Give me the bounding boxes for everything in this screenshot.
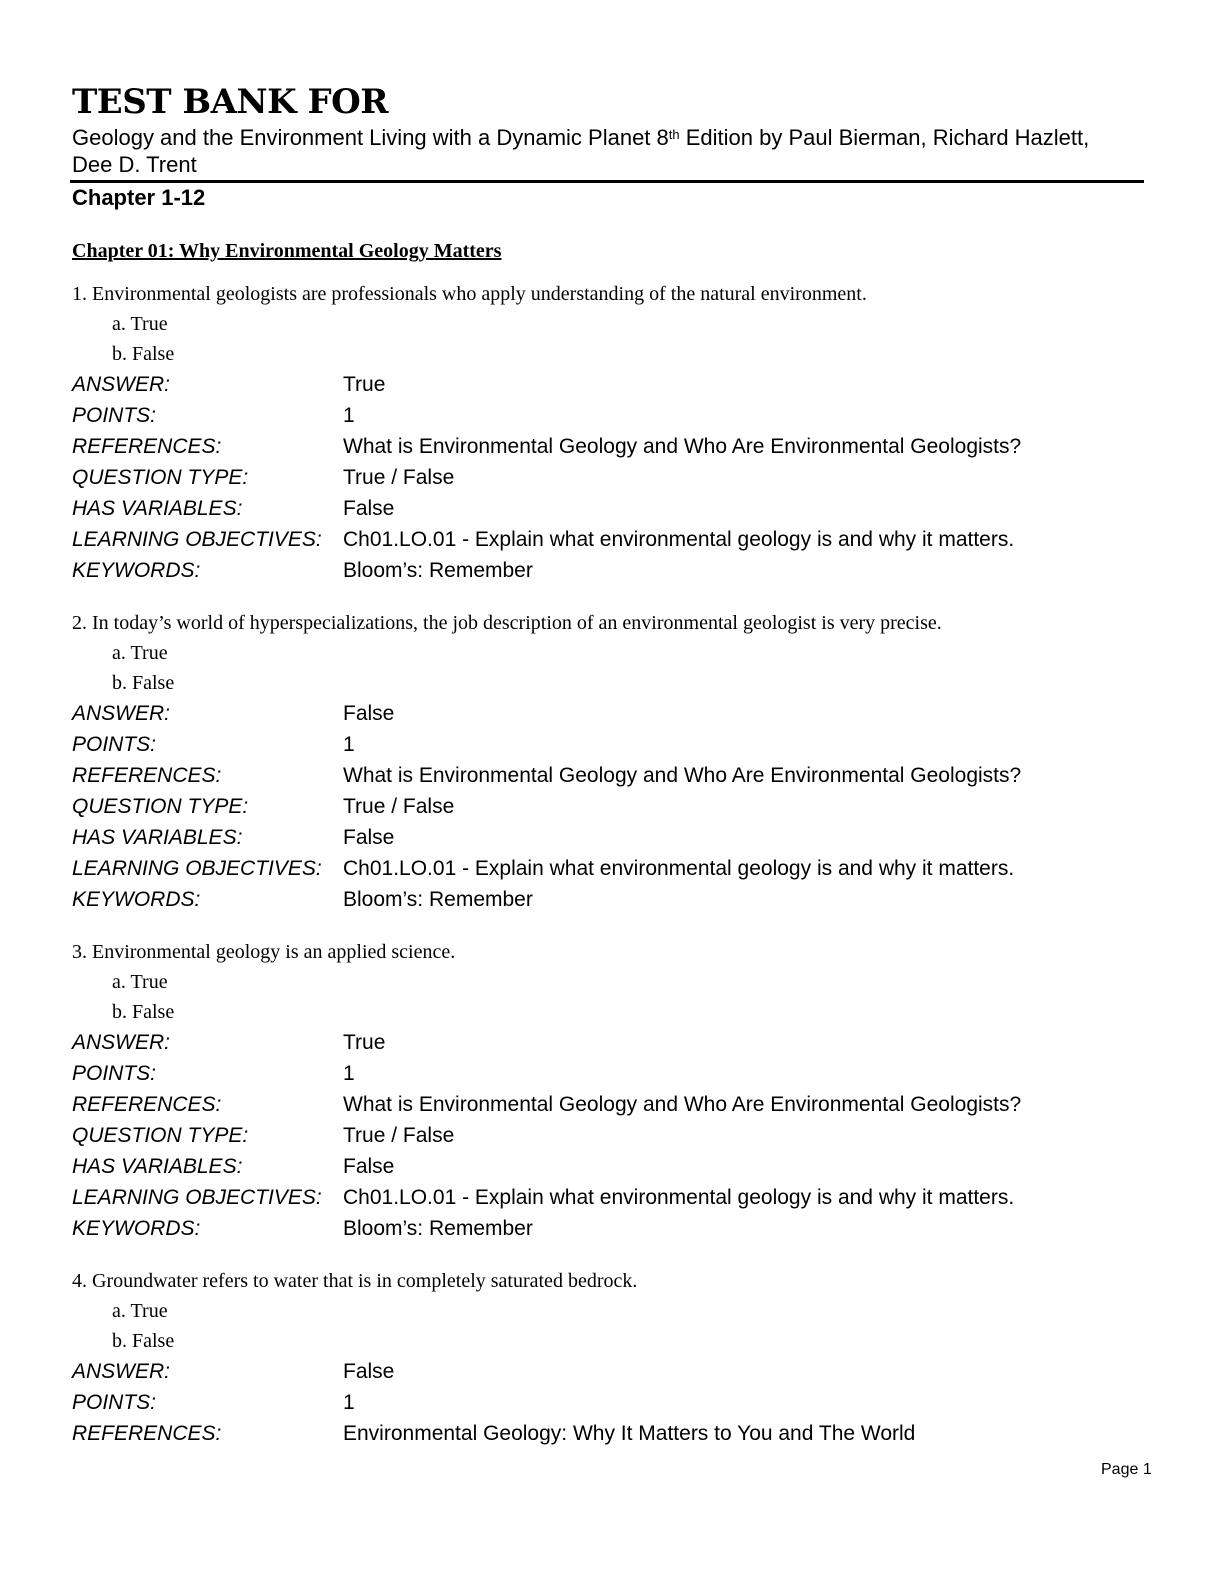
references-value: What is Environmental Geology and Who Are Environmental Geologists? [343, 1093, 1022, 1116]
references-value: Environmental Geology: Why It Matters to You and The World [343, 1422, 916, 1445]
references-row [72, 760, 1152, 791]
learning-objectives-value: Ch01.LO.01 - Explain what environmental geology is and why it matters. [343, 528, 1015, 551]
answer-row [72, 1027, 1152, 1058]
points-label: POINTS: [72, 1062, 157, 1085]
learning-objectives-value: Ch01.LO.01 - Explain what environmental geology is and why it matters. [343, 857, 1015, 880]
has-variables-row [72, 1151, 1152, 1182]
points-value: 1 [343, 404, 355, 427]
answer-value: True [343, 1031, 386, 1054]
keywords-label: KEYWORDS: [72, 1217, 201, 1240]
answer-option: a. True [112, 313, 168, 335]
question-type-value: True / False [343, 466, 455, 489]
question-type-label: QUESTION TYPE: [72, 1124, 249, 1147]
question-type-label: QUESTION TYPE: [72, 466, 249, 489]
points-row [72, 1387, 1152, 1418]
keywords-value: Bloom’s: Remember [343, 1217, 533, 1240]
question-stem: 4. Groundwater refers to water that is in completely saturated bedrock. [72, 1270, 638, 1292]
question-stem: 1. Environmental geologists are professionals who apply understanding of the natural environment. [72, 283, 867, 305]
has-variables-label: HAS VARIABLES: [72, 497, 243, 520]
points-row [72, 400, 1152, 431]
answer-label: ANSWER: [72, 373, 171, 396]
references-label: REFERENCES: [72, 764, 222, 787]
keywords-label: KEYWORDS: [72, 888, 201, 911]
question-block [72, 1266, 1152, 1449]
question-type-value: True / False [343, 795, 455, 818]
points-value: 1 [343, 733, 355, 756]
document-title: TEST BANK FOR [72, 82, 389, 122]
keywords-value: Bloom’s: Remember [343, 559, 533, 582]
question-block [72, 608, 1152, 915]
answer-option: b. False [112, 1330, 175, 1352]
points-label: POINTS: [72, 733, 157, 756]
answer-label: ANSWER: [72, 1031, 171, 1054]
subtitle-text: Geology and the Environment Living with a Dynamic Planet 8 [72, 125, 669, 150]
keywords-label: KEYWORDS: [72, 559, 201, 582]
has-variables-label: HAS VARIABLES: [72, 826, 243, 849]
answer-label: ANSWER: [72, 702, 171, 725]
learning-objectives-row [72, 853, 1152, 884]
points-row [72, 1058, 1152, 1089]
has-variables-row [72, 822, 1152, 853]
keywords-row [72, 884, 1152, 915]
references-row [72, 1089, 1152, 1120]
references-label: REFERENCES: [72, 435, 222, 458]
answer-option: b. False [112, 672, 175, 694]
points-label: POINTS: [72, 404, 157, 427]
learning-objectives-label: LEARNING OBJECTIVES: [72, 1186, 322, 1209]
points-label: POINTS: [72, 1391, 157, 1414]
answer-row [72, 1356, 1152, 1387]
question-type-label: QUESTION TYPE: [72, 795, 249, 818]
edition-superscript: th [668, 127, 680, 142]
has-variables-value: False [343, 826, 395, 849]
question-block [72, 279, 1152, 586]
question-type-row [72, 462, 1152, 493]
keywords-row [72, 555, 1152, 586]
points-row [72, 729, 1152, 760]
references-label: REFERENCES: [72, 1093, 222, 1116]
points-value: 1 [343, 1062, 355, 1085]
answer-row [72, 698, 1152, 729]
references-value: What is Environmental Geology and Who Are Environmental Geologists? [343, 764, 1022, 787]
answer-label: ANSWER: [72, 1360, 171, 1383]
answer-option: a. True [112, 642, 168, 664]
answer-value: False [343, 1360, 395, 1383]
chapter-heading: Chapter 01: Why Environmental Geology Matters [72, 240, 502, 262]
learning-objectives-row [72, 524, 1152, 555]
answer-option: b. False [112, 343, 175, 365]
answer-row [72, 369, 1152, 400]
learning-objectives-row [72, 1182, 1152, 1213]
learning-objectives-label: LEARNING OBJECTIVES: [72, 857, 322, 880]
has-variables-row [72, 493, 1152, 524]
subtitle-text-rest: Edition by Paul Bierman, Richard Hazlett, Dee D. Trent [72, 125, 1090, 177]
answer-value: False [343, 702, 395, 725]
learning-objectives-value: Ch01.LO.01 - Explain what environmental geology is and why it matters. [343, 1186, 1015, 1209]
question-type-row [72, 1120, 1152, 1151]
learning-objectives-label: LEARNING OBJECTIVES: [72, 528, 322, 551]
points-value: 1 [343, 1391, 355, 1414]
has-variables-value: False [343, 1155, 395, 1178]
question-block [72, 937, 1152, 1244]
book-subtitle [72, 124, 1122, 178]
references-label: REFERENCES: [72, 1422, 222, 1445]
has-variables-value: False [343, 497, 395, 520]
answer-option: a. True [112, 1300, 168, 1322]
header-divider [70, 180, 1144, 183]
chapter-range: Chapter 1-12 [72, 185, 206, 210]
references-row [72, 1418, 1152, 1449]
answer-option: a. True [112, 971, 168, 993]
question-stem: 2. In today’s world of hyperspecializations, the job description of an environmental geologist is very precise. [72, 612, 942, 634]
answer-value: True [343, 373, 386, 396]
has-variables-label: HAS VARIABLES: [72, 1155, 243, 1178]
page-number: Page 1 [1101, 1461, 1152, 1478]
question-type-row [72, 791, 1152, 822]
question-type-value: True / False [343, 1124, 455, 1147]
question-stem: 3. Environmental geology is an applied science. [72, 941, 456, 963]
keywords-row [72, 1213, 1152, 1244]
references-row [72, 431, 1152, 462]
answer-option: b. False [112, 1001, 175, 1023]
references-value: What is Environmental Geology and Who Are Environmental Geologists? [343, 435, 1022, 458]
keywords-value: Bloom’s: Remember [343, 888, 533, 911]
